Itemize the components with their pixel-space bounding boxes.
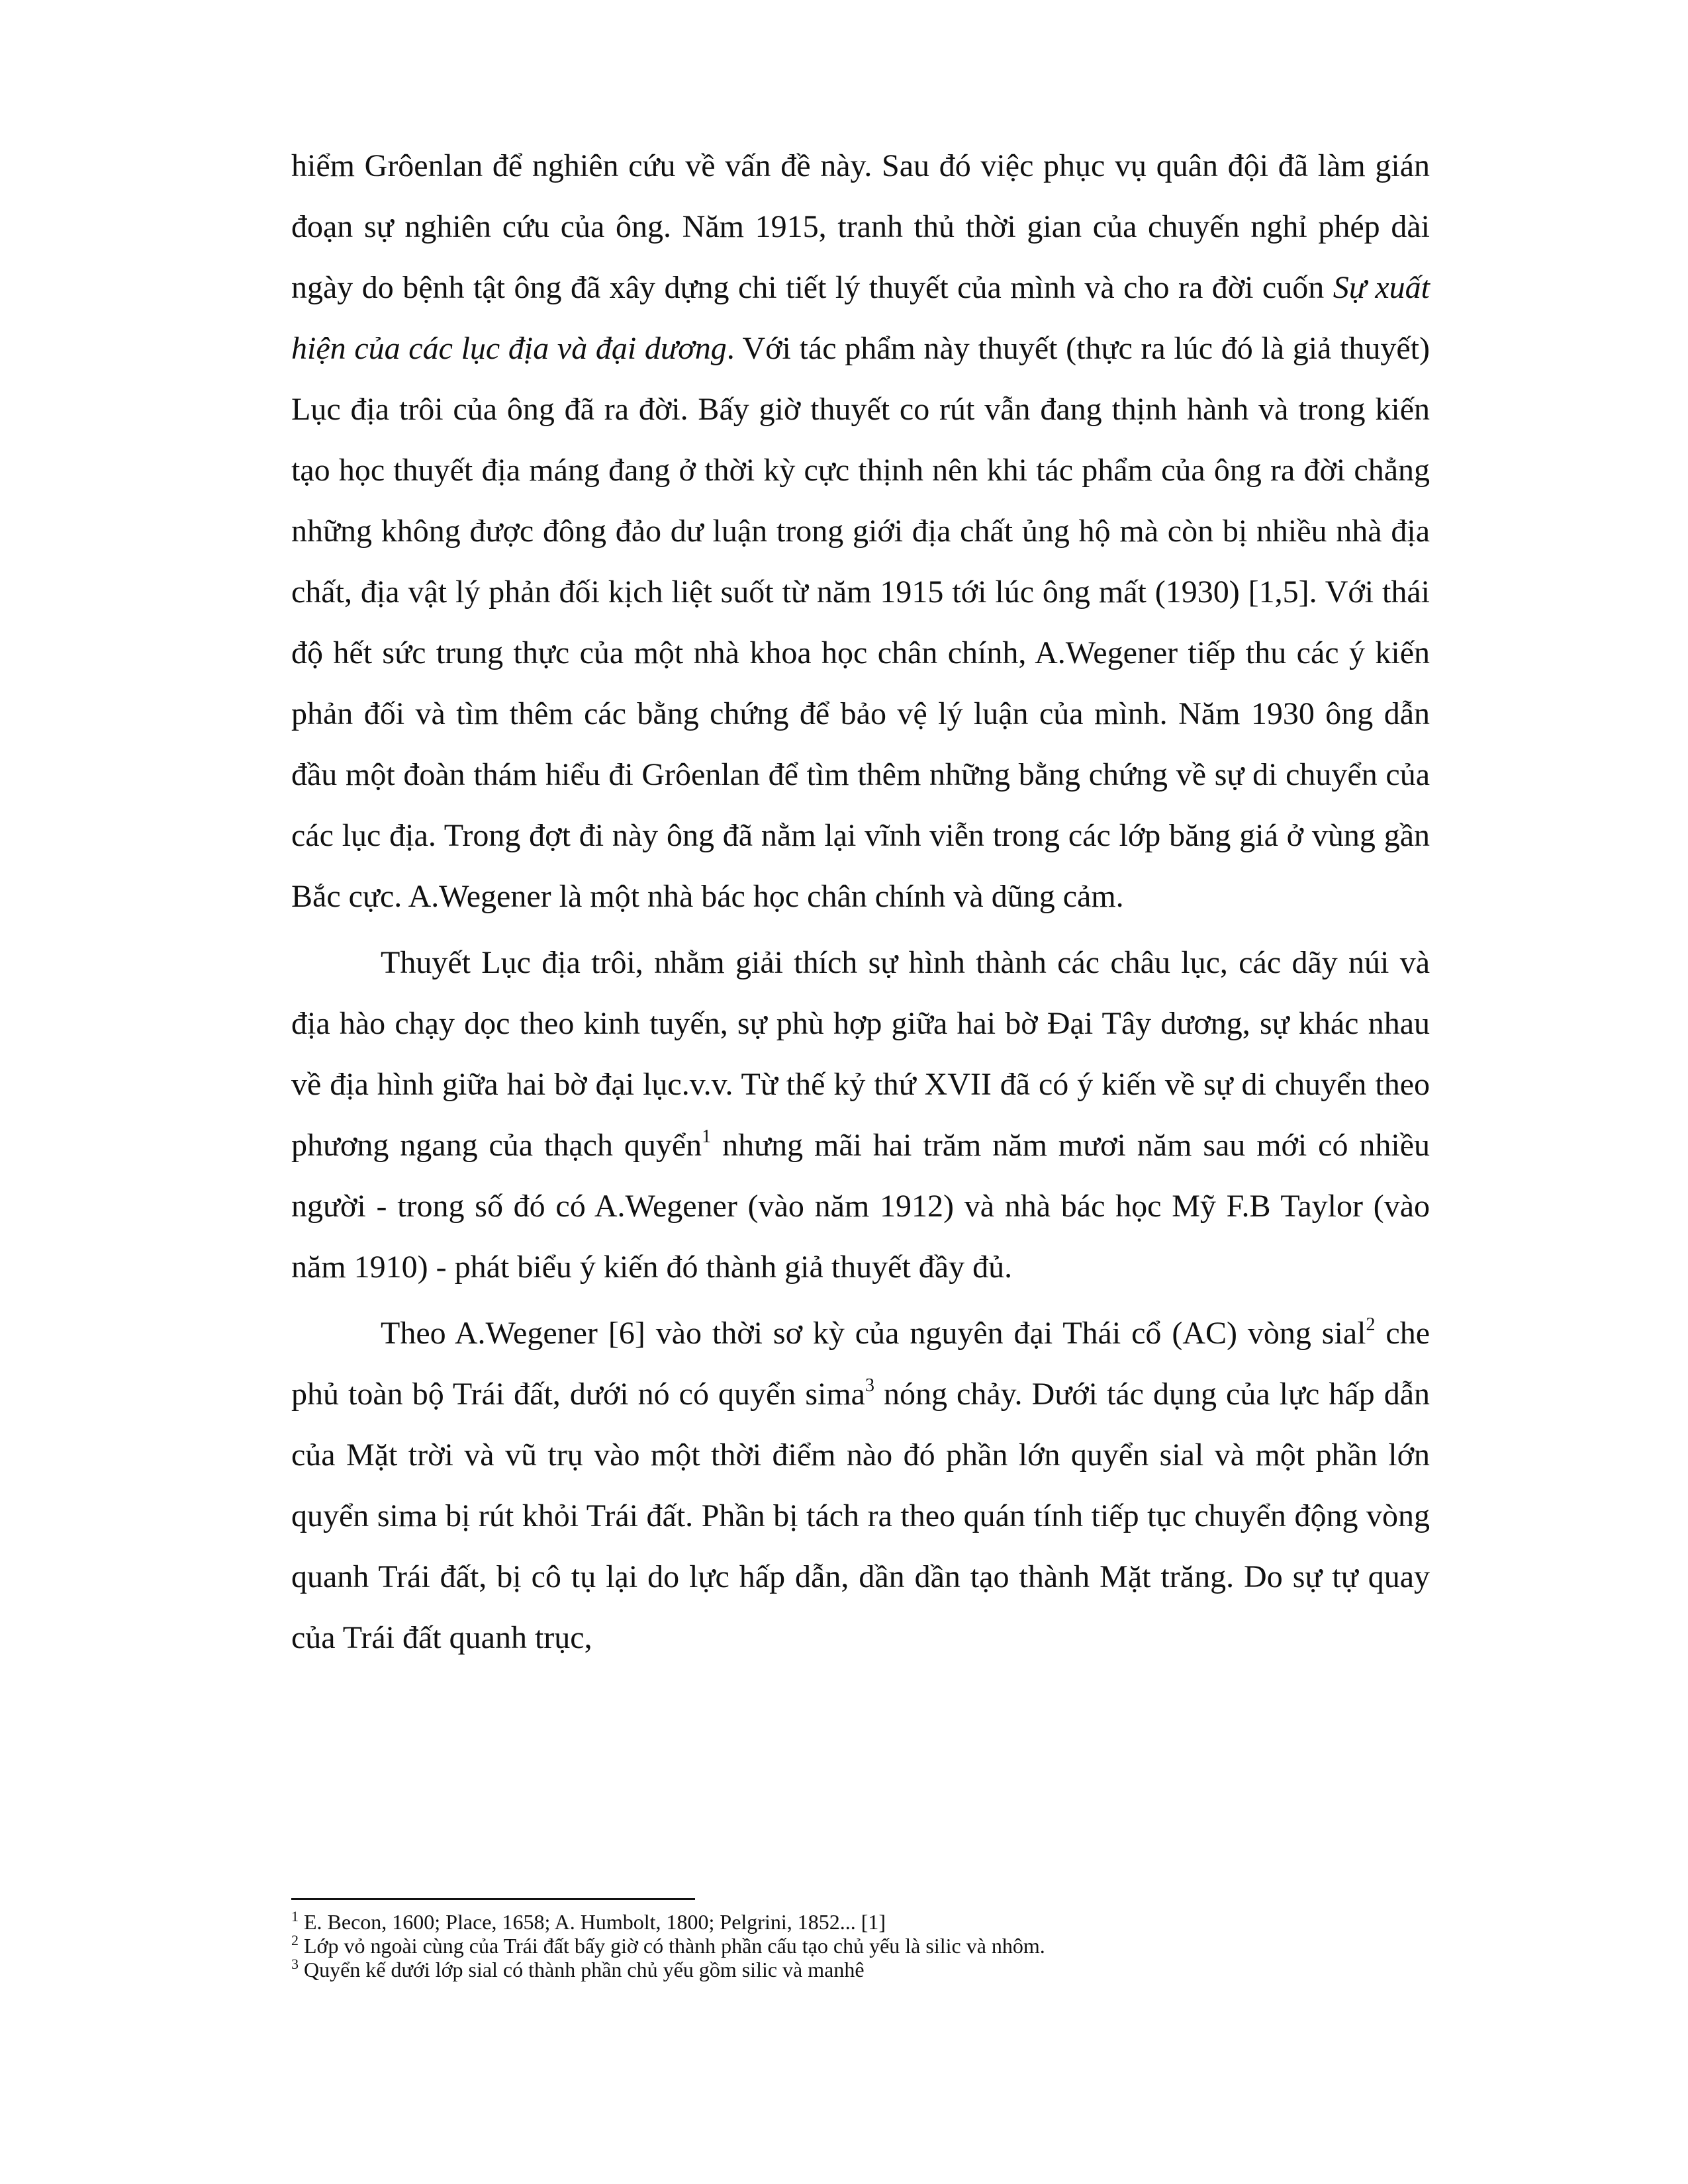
footnote-text: Lớp vỏ ngoài cùng của Trái đất bấy giờ có thành phần cấu tạo chủ yếu là silic và nhôm. bbox=[299, 1934, 1045, 1958]
paragraph-text: Theo A.Wegener [6] vào thời sơ kỳ của nguyên đại Thái cổ (AC) vòng sial bbox=[381, 1316, 1366, 1351]
footnote-ref-2[interactable]: 2 bbox=[1366, 1314, 1376, 1335]
paragraph-3 bbox=[291, 1303, 1430, 1668]
footnote-number: 3 bbox=[291, 1956, 299, 1972]
footnote-text: Quyển kế dưới lớp sial có thành phần chủ yếu gồm silic và manhê bbox=[299, 1958, 865, 1981]
footnote-ref-3[interactable]: 3 bbox=[865, 1375, 874, 1396]
book-title: Sự xuất hiện của các lục địa và đại dương bbox=[291, 270, 1430, 366]
paragraph-text: nhưng mãi hai trăm năm mươi năm sau mới có nhiều người - trong số đó có A.Wegener (vào năm 1912) và nhà bác học Mỹ F.B Taylor (vào năm 1910) - phát biểu ý kiến đó thành giả thuyết đầy đủ. bbox=[291, 1128, 1430, 1285]
paragraph-text: hiểm Grôenlan để nghiên cứu về vấn đề này. Sau đó việc phục vụ quân đội đã làm gián đoạn sự nghiên cứu của ông. Năm 1915, tranh thủ thời gian của chuyến nghỉ phép dài ngày do bệnh tật ông đã xây dựng chi tiết lý thuyết của mình và cho ra đời cuốn bbox=[291, 148, 1430, 305]
footnote-3 bbox=[291, 1958, 1430, 1981]
paragraph-text: che phủ toàn bộ Trái đất, dưới nó có quyển sima bbox=[291, 1316, 1430, 1412]
footnotes bbox=[291, 1910, 1430, 1981]
footnote-number: 2 bbox=[291, 1932, 299, 1948]
footnote-2 bbox=[291, 1934, 1430, 1958]
footnote-text: E. Becon, 1600; Place, 1658; A. Humbolt, 1800; Pelgrini, 1852... [1] bbox=[299, 1910, 886, 1934]
paragraph-2 bbox=[291, 933, 1430, 1298]
footnote-1 bbox=[291, 1910, 1430, 1934]
footnote-ref-1[interactable]: 1 bbox=[702, 1126, 712, 1147]
paragraph-1 bbox=[291, 136, 1430, 927]
footnote-number: 1 bbox=[291, 1908, 299, 1925]
footnote-separator bbox=[291, 1898, 695, 1900]
paragraph-text: . Với tác phẩm này thuyết (thực ra lúc đó là giả thuyết) Lục địa trôi của ông đã ra đời. Bấy giờ thuyết co rút vẫn đang thịnh hành và trong kiến tạo học thuyết địa máng đang ở thời kỳ cực thịnh nên khi tác phẩm của ông ra đời chẳng những không được đông đảo dư luận trong giới địa chất ủng hộ mà còn bị nhiều nhà địa chất, địa vật lý phản đối kịch liệt suốt từ năm 1915 tới lúc ông mất (1930) [1,5]. Với thái độ hết sức trung thực của một nhà khoa học chân chính, A.Wegener tiếp thu các ý kiến phản đối và tìm thêm các bằng chứng để bảo vệ lý luận của mình. Năm 1930 ông dẫn đầu một đoàn thám hiểu đi Grôenlan để tìm thêm những bằng chứng về sự di chuyển của các lục địa. Trong đợt đi này ông đã nằm lại vĩnh viễn trong các lớp băng giá ở vùng gần Bắc cực. A.Wegener là một nhà bác học chân chính và dũng cảm. bbox=[291, 331, 1430, 914]
page-body bbox=[291, 136, 1430, 1668]
paragraph-text: nóng chảy. Dưới tác dụng của lực hấp dẫn của Mặt trời và vũ trụ vào một thời điểm nào đó phần lớn quyển sial và một phần lớn quyển sima bị rút khỏi Trái đất. Phần bị tách ra theo quán tính tiếp tục chuyển động vòng quanh Trái đất, bị cô tụ lại do lực hấp dẫn, dần dần tạo thành Mặt trăng. Do sự tự quay của Trái đất quanh trục, bbox=[291, 1377, 1430, 1655]
paragraph-text: Thuyết Lục địa trôi, nhằm giải thích sự hình thành các châu lục, các dãy núi và địa hào chạy dọc theo kinh tuyến, sự phù hợp giữa hai bờ Đại Tây dương, sự khác nhau về địa hình giữa hai bờ đại lục.v.v. Từ thế kỷ thứ XVII đã có ý kiến về sự di chuyển theo phương ngang của thạch quyển bbox=[291, 945, 1430, 1163]
